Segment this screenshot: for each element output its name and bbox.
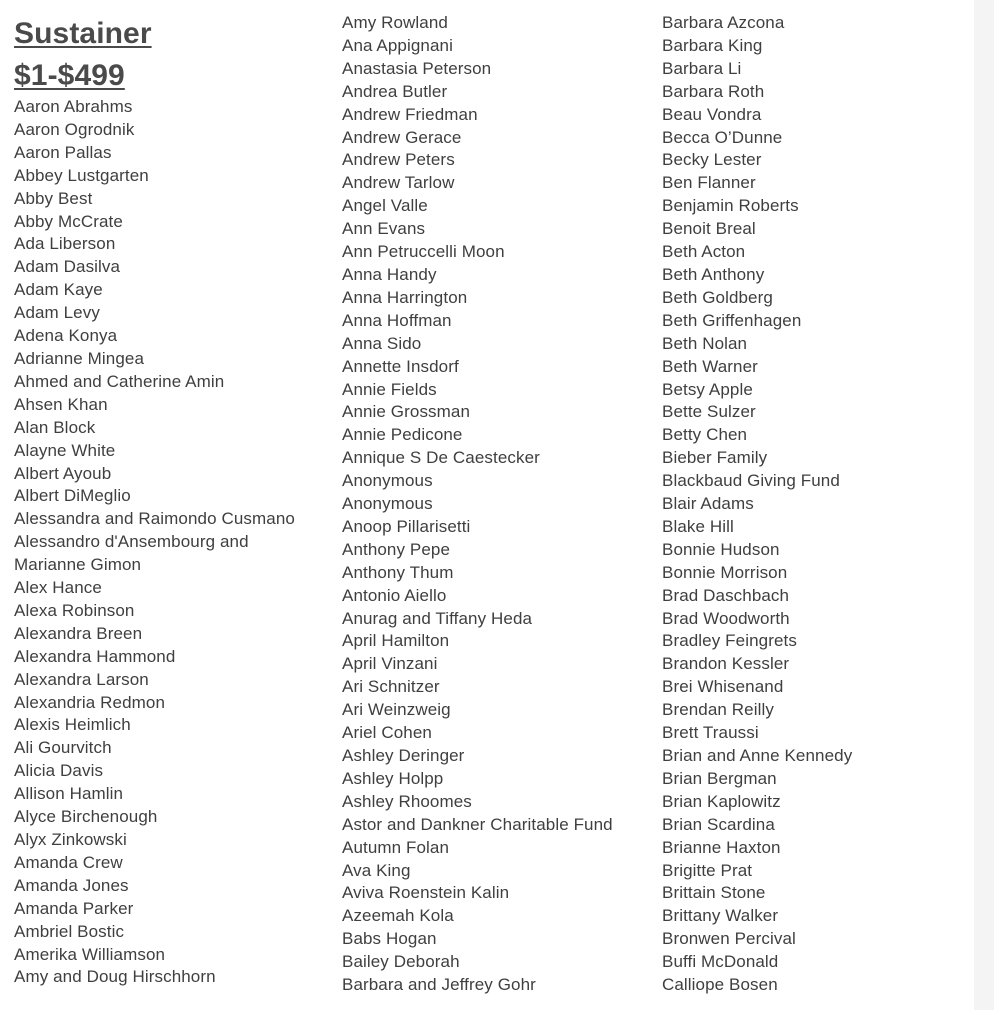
donor-name: Albert DiMeglio: [14, 486, 131, 506]
section-range: $1-$499: [14, 59, 125, 92]
donor-column-1: [14, 12, 329, 989]
donor-name: Babs Hogan: [342, 929, 437, 949]
donor-name: Anna Handy: [342, 264, 437, 284]
donor-name: Andrew Tarlow: [342, 173, 455, 193]
donor-name: Alexis Heimlich: [14, 715, 131, 735]
donor-name: Alessandro d'Ansembourg and Marianne Gimon: [14, 532, 249, 575]
donor-name: Amanda Jones: [14, 875, 129, 895]
donor-column-2: [342, 12, 652, 997]
donor-name: Brian Kaplowitz: [662, 791, 781, 811]
donor-name: Brad Woodworth: [662, 608, 790, 628]
donor-name: Andrew Friedman: [342, 104, 478, 124]
donor-name: Ariel Cohen: [342, 723, 432, 743]
donor-name: Anoop Pillarisetti: [342, 516, 471, 536]
donor-name: Blackbaud Giving Fund: [662, 471, 840, 491]
donor-name: Barbara Azcona: [662, 13, 785, 32]
donor-name: Ahmed and Catherine Amin: [14, 371, 225, 391]
donor-name: Alexandria Redmon: [14, 692, 166, 712]
donor-list-2: [342, 12, 652, 997]
donor-name: Andrew Gerace: [342, 127, 462, 147]
donor-name: Becky Lester: [662, 150, 762, 170]
donor-name: Albert Ayoub: [14, 463, 112, 483]
donor-name: Andrea Butler: [342, 81, 448, 101]
donor-name: Adrianne Mingea: [14, 348, 145, 368]
donor-name: Calliope Bosen: [662, 975, 778, 995]
donor-name: Ashley Deringer: [342, 746, 465, 765]
donor-name: Betsy Apple: [662, 379, 753, 399]
donor-name: Brian and Anne Kennedy: [662, 746, 853, 765]
donor-name: Beth Nolan: [662, 333, 748, 353]
donor-name: Antonio Aiello: [342, 585, 447, 605]
donor-name: Autumn Folan: [342, 837, 450, 857]
donor-name: Beth Acton: [662, 242, 746, 262]
donor-name: Bonnie Hudson: [662, 539, 780, 559]
donor-name: Alyx Zinkowski: [14, 830, 127, 849]
donor-name: Ambriel Bostic: [14, 921, 125, 941]
donor-name: Alayne White: [14, 440, 116, 460]
donor-name: Anna Harrington: [342, 287, 468, 307]
donor-name: Anna Sido: [342, 333, 422, 353]
donor-name: Beth Goldberg: [662, 287, 773, 307]
donor-name: Adam Kaye: [14, 280, 103, 300]
donor-name: Beth Anthony: [662, 264, 765, 284]
donor-name: Barbara King: [662, 35, 763, 55]
donor-name: Beau Vondra: [662, 104, 762, 124]
donor-name: Brittany Walker: [662, 906, 779, 926]
donor-name: Ada Liberson: [14, 234, 116, 254]
donor-name: Beth Griffenhagen: [662, 310, 802, 330]
donor-column-3: [662, 12, 962, 997]
donor-name: Alexa Robinson: [14, 600, 135, 620]
donor-name: Alicia Davis: [14, 761, 104, 781]
donor-name: Ahsen Khan: [14, 394, 108, 414]
donor-name: Ali Gourvitch: [14, 738, 112, 758]
section-title: Sustainer: [14, 17, 152, 50]
donor-name: Brad Daschbach: [662, 585, 790, 605]
donor-name: Beth Warner: [662, 356, 758, 376]
donor-name: Barbara Roth: [662, 81, 765, 101]
donor-name: Alexandra Breen: [14, 623, 143, 643]
donor-name: Brian Bergman: [662, 768, 777, 788]
donor-name: Angel Valle: [342, 196, 428, 216]
donor-name: Amy and Doug Hirschhorn: [14, 967, 216, 987]
donor-name: Annette Insdorf: [342, 356, 459, 376]
donor-name: Aviva Roenstein Kalin: [342, 883, 510, 903]
donor-name: Amerika Williamson: [14, 944, 166, 964]
donor-name: Annique S De Caestecker: [342, 448, 540, 468]
donor-name: Aaron Pallas: [14, 142, 112, 162]
donor-name: Amanda Crew: [14, 852, 123, 872]
donor-name: Amanda Parker: [14, 898, 134, 918]
donor-name: Anonymous: [342, 494, 433, 514]
donor-name: Ava King: [342, 860, 411, 880]
donor-name: Anonymous: [342, 471, 433, 491]
donor-name: Abby Best: [14, 188, 93, 208]
donor-name: Betty Chen: [662, 425, 748, 445]
donor-name: Adam Dasilva: [14, 257, 121, 277]
donor-name: Alan Block: [14, 417, 96, 437]
donor-name: Ana Appignani: [342, 35, 453, 55]
donor-name: Brian Scardina: [662, 814, 775, 834]
donor-name: Ari Weinzweig: [342, 700, 451, 720]
donor-name: Bronwen Percival: [662, 929, 796, 949]
donor-name: Ann Evans: [342, 219, 426, 239]
donor-name: Andrew Peters: [342, 150, 455, 170]
donor-name: Brett Traussi: [662, 723, 759, 743]
donor-name: Adam Levy: [14, 303, 100, 323]
donor-name: Ann Petruccelli Moon: [342, 242, 505, 262]
donor-name: Bieber Family: [662, 448, 768, 468]
donor-name: Blake Hill: [662, 516, 734, 536]
donor-name: Alessandra and Raimondo Cusmano: [14, 509, 295, 529]
donor-name: Abby McCrate: [14, 211, 123, 231]
donor-name: Ben Flanner: [662, 173, 756, 193]
donor-name: Alyce Birchenough: [14, 807, 158, 827]
donor-name: Adena Konya: [14, 326, 118, 346]
donor-name: Barbara and Jeffrey Gohr: [342, 975, 536, 995]
donor-name: Ashley Holpp: [342, 768, 444, 788]
donor-name: Bradley Feingrets: [662, 631, 797, 651]
donor-name: Anna Hoffman: [342, 310, 452, 330]
donor-name: Allison Hamlin: [14, 784, 124, 804]
donor-name: Alex Hance: [14, 578, 102, 598]
donor-name: Ashley Rhoomes: [342, 791, 472, 811]
donor-name: Brandon Kessler: [662, 654, 790, 674]
donor-name: Blair Adams: [662, 494, 754, 514]
donor-name: Astor and Dankner Charitable Fund: [342, 814, 613, 834]
donor-name: Brendan Reilly: [662, 700, 774, 720]
donor-name: April Vinzani: [342, 654, 438, 674]
donor-name: Alexandra Hammond: [14, 646, 176, 666]
donor-name: Anthony Thum: [342, 562, 454, 582]
donor-name: Annie Pedicone: [342, 425, 463, 445]
donor-name: Azeemah Kola: [342, 906, 454, 926]
donor-name: Bette Sulzer: [662, 402, 756, 422]
donor-name: Brittain Stone: [662, 883, 766, 903]
donor-name: Brei Whisenand: [662, 677, 784, 697]
donor-name: Amy Rowland: [342, 13, 448, 32]
donor-name: Bonnie Morrison: [662, 562, 788, 582]
donor-name: Aaron Abrahms: [14, 97, 133, 116]
donor-name: Buffi McDonald: [662, 952, 779, 972]
donor-name: Anthony Pepe: [342, 539, 451, 559]
donor-name: Annie Grossman: [342, 402, 471, 422]
donor-name: Ari Schnitzer: [342, 677, 440, 697]
donor-name: Bailey Deborah: [342, 952, 460, 972]
donor-name: Brigitte Prat: [662, 860, 753, 880]
donor-name: Barbara Li: [662, 58, 742, 78]
donor-name: Alexandra Larson: [14, 669, 149, 689]
donor-name: Anurag and Tiffany Heda: [342, 608, 533, 628]
donor-list-1: [14, 96, 329, 989]
donor-name: April Hamilton: [342, 631, 450, 651]
donor-list-3: [662, 12, 962, 997]
donor-name: Anastasia Peterson: [342, 58, 492, 78]
donor-name: Brianne Haxton: [662, 837, 781, 857]
donor-name: Abbey Lustgarten: [14, 165, 149, 185]
donor-name: Annie Fields: [342, 379, 437, 399]
donor-name: Aaron Ogrodnik: [14, 119, 135, 139]
donor-name: Benoit Breal: [662, 219, 756, 239]
donor-name: Becca O’Dunne: [662, 127, 783, 147]
donor-name: Benjamin Roberts: [662, 196, 799, 216]
